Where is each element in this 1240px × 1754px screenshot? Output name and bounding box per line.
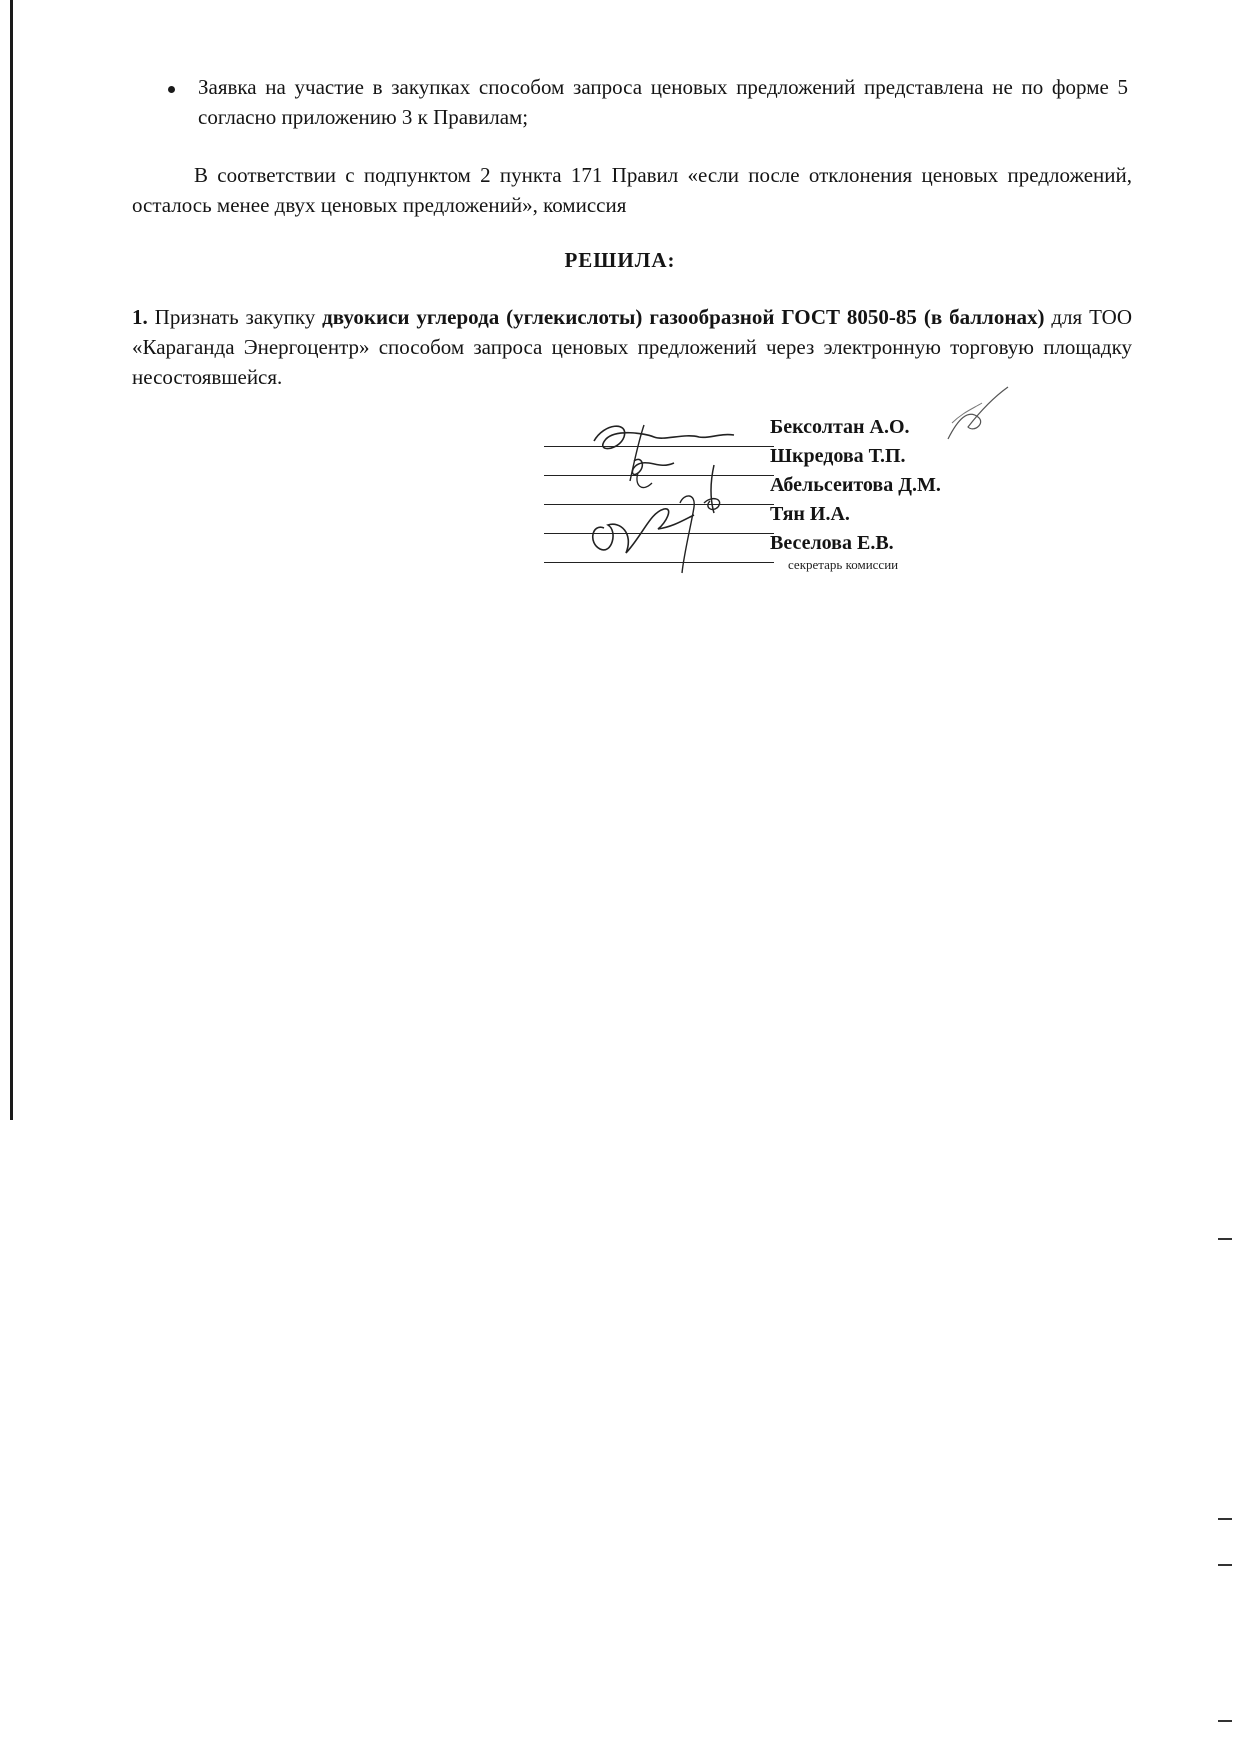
bullet-item: [168, 72, 1128, 132]
decision-text-start: Признать закупку: [154, 305, 316, 329]
decision-heading: РЕШИЛА:: [564, 248, 676, 272]
decision-subject: двуокиси углерода (углекислоты) газообразной ГОСТ 8050-85 (в баллонах): [322, 305, 1045, 329]
signatory-list: [770, 413, 941, 558]
signatory-name: Бексолтан А.О.: [770, 416, 910, 438]
scan-mark: [1218, 1238, 1232, 1240]
signatory-name: Веселова Е.В.: [770, 532, 894, 554]
scan-mark: [1218, 1720, 1232, 1722]
initials-scribble: [938, 379, 1018, 449]
decision-text-end: для ТОО «Караганда Энергоцентр» способом запроса ценовых предложений через электронную торговую площадку несостоявшейся.: [132, 305, 1132, 389]
secretary-caption: секретарь комиссии: [788, 557, 899, 572]
bullet-text: Заявка на участие в закупках способом запроса ценовых предложений представлена не по форме 5 согласно приложению 3 к Правилам;: [198, 75, 1128, 129]
decision-number: 1.: [132, 305, 148, 329]
signatory-name: Абельсеитова Д.М.: [770, 474, 941, 496]
scan-mark: [1218, 1564, 1232, 1566]
paragraph-text: В соответствии с подпунктом 2 пункта 171 Правил «если после отклонения ценовых предложений, осталось менее двух ценовых предложений», комиссия: [132, 163, 1132, 217]
signatory-name: Шкредова Т.П.: [770, 445, 906, 467]
signature-block: [544, 413, 1004, 593]
scan-edge-left: [10, 0, 13, 1120]
scan-mark: [1218, 1518, 1232, 1520]
signatory-name: Тян И.А.: [770, 503, 850, 525]
bullet-marker: [168, 86, 175, 93]
handwritten-signatures: [534, 403, 794, 578]
